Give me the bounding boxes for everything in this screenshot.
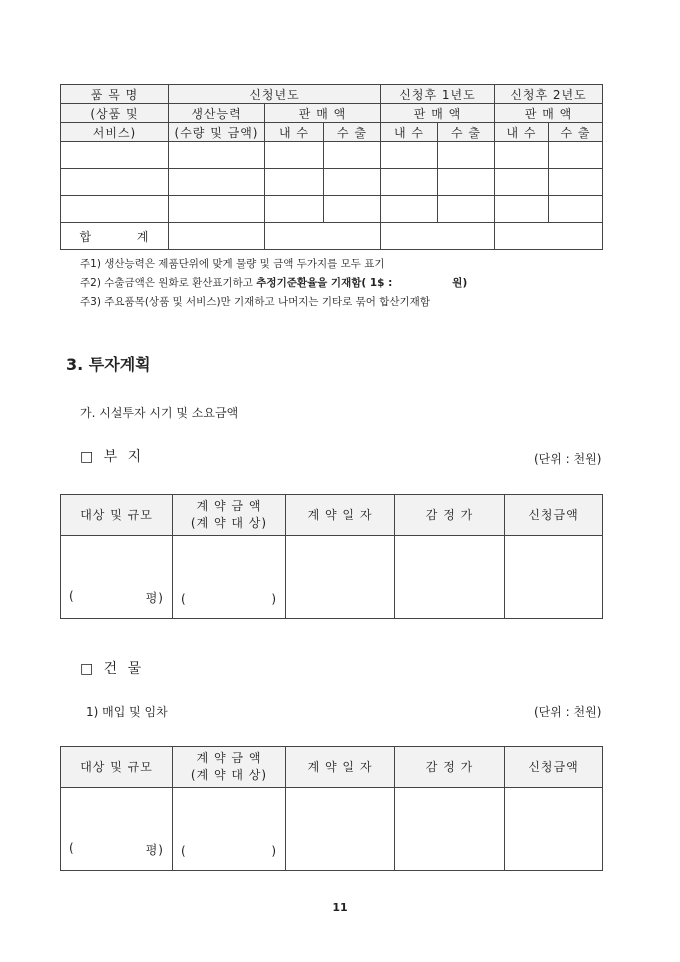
table-row: [61, 169, 603, 196]
header-export: 수 출: [438, 123, 495, 142]
header-contract-amount: 계 약 금 액 (계 약 대 상): [173, 747, 286, 788]
header-contract-amount: 계 약 금 액 (계 약 대 상): [173, 495, 286, 536]
header-capacity-2: (수량 및 금액): [169, 123, 265, 142]
land-table: [60, 494, 603, 619]
header-contract-date: 계 약 일 자: [286, 747, 395, 788]
header-sales-1: 판 매 액: [381, 104, 495, 123]
building-table: [60, 746, 603, 871]
header-sales-2: 판 매 액: [495, 104, 603, 123]
header-target: 대상 및 규모: [61, 747, 173, 788]
total-row: [61, 223, 603, 250]
header-year: 신청년도: [169, 85, 381, 104]
header-year2: 신청후 2년도: [495, 85, 603, 104]
table-row: [61, 196, 603, 223]
land-unit: (단위 : 천원): [534, 452, 602, 466]
header-appraisal: 감 정 가: [395, 747, 505, 788]
total-label: 합 계: [61, 223, 169, 250]
header-contract-date: 계 약 일 자: [286, 495, 395, 536]
sales-table: [60, 84, 603, 250]
header-domestic: 내 수: [265, 123, 324, 142]
header-request-amount: 신청금액: [505, 495, 603, 536]
section-title: 3. 투자계획: [66, 355, 151, 374]
note-1: 주1) 생산능력은 제품단위에 맞게 물량 및 금액 두가지를 모두 표기: [80, 258, 385, 270]
header-export: 수 출: [549, 123, 603, 142]
header-item: 품 목 명: [61, 85, 169, 104]
note-2: 주2) 수출금액은 원화로 환산표기하고 추정기준환율을 기재함( 1$ : 원): [80, 277, 468, 289]
building-unit: (단위 : 천원): [534, 705, 602, 719]
table-row: [61, 142, 603, 169]
note-3: 주3) 주요품목(상품 및 서비스)만 기재하고 나머지는 기타로 묶어 합산기재함: [80, 296, 430, 308]
header-appraisal: 감 정 가: [395, 495, 505, 536]
header-sales: 판 매 액: [265, 104, 381, 123]
header-request-amount: 신청금액: [505, 747, 603, 788]
header-domestic: 내 수: [495, 123, 549, 142]
table-row: ( 평) ( ): [61, 536, 603, 619]
header-export: 수 출: [324, 123, 381, 142]
subsection-title: 가. 시설투자 시기 및 소요금액: [80, 406, 239, 420]
building-label: □ 건 물: [80, 661, 145, 677]
header-year1: 신청후 1년도: [381, 85, 495, 104]
header-domestic: 내 수: [381, 123, 438, 142]
header-capacity: 생산능력: [169, 104, 265, 123]
header-item-2: (상품 및: [61, 104, 169, 123]
building-sub: 1) 매입 및 임차: [86, 705, 168, 719]
header-target: 대상 및 규모: [61, 495, 173, 536]
land-label: □ 부 지: [80, 449, 145, 465]
page-number: 11: [332, 901, 348, 914]
table-row: ( 평) ( ): [61, 788, 603, 871]
header-item-3: 서비스): [61, 123, 169, 142]
